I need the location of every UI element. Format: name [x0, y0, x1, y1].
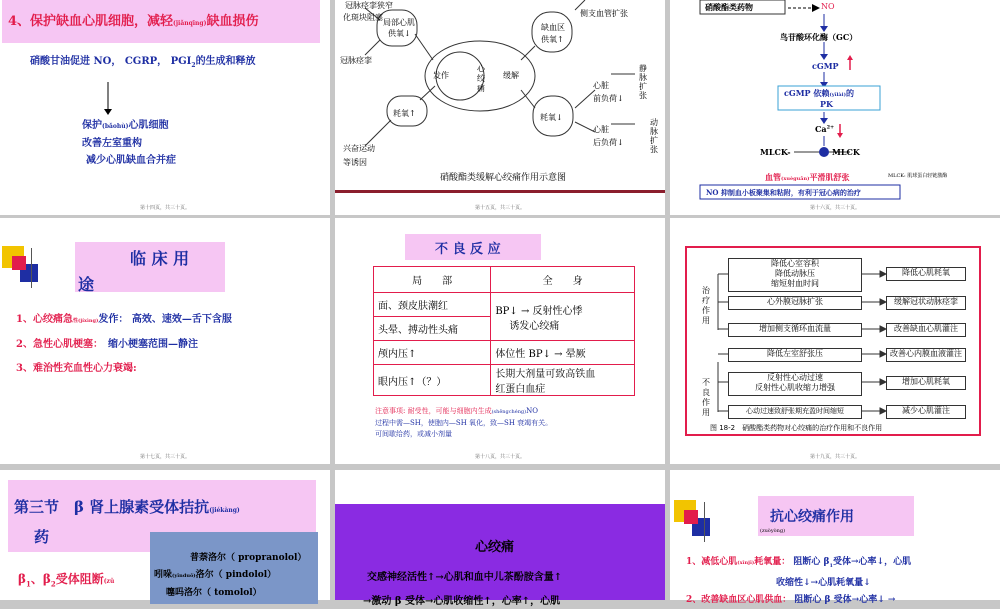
flow-result-box: 降低心肌耗氧	[886, 267, 966, 281]
diagram-label: 耗氧↑	[393, 109, 416, 118]
diagram-label: 侧支血管扩张	[580, 9, 628, 18]
flow-group-label: 不 良 作 用	[702, 378, 710, 417]
table-cell: 长期大剂量可致高铁血 红蛋白血症	[491, 365, 635, 396]
flowchart-connectors	[670, 218, 1000, 458]
slide-thumbnail-18[interactable]	[335, 218, 665, 464]
pathway-node-mlck-p: MLCK-	[760, 147, 791, 157]
pathway-outcome: 血管(xuèguǎn)平滑肌舒张	[765, 172, 850, 182]
diagram-label: 化斑块阻塞	[343, 13, 383, 22]
slide-text: 交感神经活性↑→心肌和血中儿茶酚胺含量↑	[367, 572, 563, 583]
flow-group-label: 治 疗 作 用	[702, 286, 710, 325]
diagram-caption: 硝酸酯类缓解心绞痛作用示意图	[440, 173, 567, 183]
decor-square-red	[684, 510, 698, 524]
diagram-label: 心脏	[593, 81, 609, 90]
pathway-node-pk: cGMP 依赖(yīlài)的	[784, 88, 854, 98]
drug-list: 普萘洛尔（ propranolol） 吲哚(yǐnduǒ)洛尔（ pindolol） 噻吗洛尔（ tomolol）	[154, 553, 307, 598]
slide-text: →激动 β 受体→心肌收缩性↑，心率↑，心肌	[363, 596, 561, 607]
table-cell: 体位性 BP↓ → 晕厥	[491, 341, 635, 365]
table-header-cell: 全 身	[491, 267, 635, 293]
slide-title-cont: 药	[34, 528, 50, 546]
table-header-cell: 局 部	[374, 267, 491, 293]
page-number: 第十六页，共三十页。	[809, 205, 860, 211]
page-number: 第十八页，共三十页。	[474, 454, 525, 460]
decor-vline	[31, 248, 32, 288]
flow-result-box: 增加心肌耗氧	[886, 376, 966, 390]
slide-thumbnail-20[interactable]	[0, 470, 330, 600]
slide-text: 硝酸甘油促进 NO， CGRP， $PGI_2$的生成和释放	[30, 56, 256, 69]
slide-heading: 4、保护缺血心肌细胞，减轻(jiǎnqīng)缺血损伤	[8, 14, 259, 29]
down-arrow-icon	[102, 82, 114, 116]
pathway-note: MLCK: 肌球蛋白轻链激酶	[888, 173, 948, 179]
flow-result-box: 减少心肌灌注	[886, 405, 966, 419]
slide-title-pinyin: (zuòyòng)	[760, 528, 786, 534]
slide-body-list: 1、心绞痛急性(jíxìng)发作： 高效、速效—舌下含服 2、急性心肌梗塞： 缩小梗塞范围—静注 3、难治性充血性心力衰竭:	[16, 314, 232, 374]
pathway-node-cgmp: cGMP	[812, 61, 839, 71]
diagram-label: 心脏	[593, 125, 609, 134]
flow-box: 反射性心动过速 反射性心肌收缩力增强	[728, 372, 862, 396]
decor-square-red	[12, 256, 26, 270]
decor-vline	[704, 502, 705, 542]
table-cell: 颅内压↑	[374, 341, 491, 365]
diagram-label: 前负荷↓	[593, 94, 624, 103]
slide-title: 第三节 β 肾上腺素受体拮抗(jiékàng)	[14, 498, 240, 516]
flow-box: 降低心室容积 降低动脉压 缩短射血时间	[728, 258, 862, 292]
slide-title: 临 床 用	[130, 249, 190, 268]
slide-title: 抗心绞痛作用	[770, 509, 854, 525]
diagram-label: 冠脉痉挛	[340, 56, 372, 65]
pathway-node-no: NO	[821, 2, 835, 11]
pathway-node-drug: 硝酸酯类药物	[705, 2, 753, 12]
slide-title: 心绞痛	[475, 540, 515, 555]
adverse-effects-table	[373, 266, 635, 396]
slide-subtitle: $\beta_1$、$\beta_2$受体阻断(zǔ	[18, 572, 115, 589]
diagram-label: 静脉扩张	[639, 64, 647, 100]
diagram-label: 动脉扩张	[650, 118, 658, 154]
pathway-node-mlck: MLCK	[832, 147, 860, 157]
pathway-summary: NO 抑制血小板聚集和粘附，有利于冠心病的治疗	[706, 188, 861, 197]
table-cell: 眼内压↑（？）	[374, 365, 491, 396]
flow-result-box: 改善心内膜血液灌注	[886, 348, 966, 362]
diagram-label: 后负荷↓	[593, 138, 624, 147]
slide-thumbnail-22[interactable]	[670, 470, 1000, 605]
page-number: 第十四页，共三十页。	[139, 205, 190, 211]
slide-body-list: 1、减低心肌(xīnjī)耗氧量： 阻断心 $\beta_1$受体→心率↓，心肌 收缩性↓→心肌耗氧量↓ 2、改善缺血区心肌供血： 阻断心 β 受体→心率↓ →	[686, 557, 912, 605]
table-cell: 面、颈皮肤潮红	[374, 293, 491, 317]
diagram-label: 冠脉痉挛狭窄	[345, 1, 393, 10]
diagram-label: 兴奋运动	[343, 144, 375, 153]
page-number: 第十七页，共三十页。	[139, 454, 190, 460]
page-number: 第十五页，共三十页。	[474, 205, 525, 211]
table-cell: BP↓ → 反射性心悸 诱发心绞痛	[491, 293, 635, 341]
page-number: 第十九页，共三十页。	[809, 454, 860, 460]
slide-body-list: 保护(bǎohù)心肌细胞 改善左室重构 减少心肌缺血合并症	[82, 120, 176, 166]
diagram-label: 供氧↑	[541, 35, 564, 44]
diagram-label: 缓解	[503, 71, 519, 80]
slide-thumbnail-19[interactable]	[670, 218, 1000, 464]
flow-result-box: 改善缺血心肌灌注	[886, 323, 966, 337]
slide-thumbnail-14[interactable]	[0, 0, 330, 215]
slide-title-cont: 途	[78, 275, 95, 294]
slide-note: 注意事项: 耐受性，可能与细胞内生成(shēngchéng)NO 过程中需—SH，使胞内—SH 氧化，致—SH 衰竭有关。 可间歇给药，或减小剂量	[375, 407, 553, 438]
diagram-label: 缺血区	[541, 23, 565, 32]
slide-thumbnail-15[interactable]	[335, 0, 665, 215]
diagram-label: 耗氧↓	[540, 113, 563, 122]
flow-box: 增加侧支循环血流量	[728, 323, 862, 337]
flow-result-box: 缓解冠状动脉痉挛	[886, 296, 966, 310]
diagram-label: 等诱因	[343, 158, 367, 167]
diagram-center-label: 心 绞 痛	[477, 64, 485, 93]
pathway-node-pk-label: PK	[820, 99, 833, 109]
flow-box: 心外膜冠脉扩张	[728, 296, 862, 310]
flow-box: 心动过速致舒张期充盈时间缩短	[728, 405, 862, 419]
pathway-node-gc: 鸟苷酸环化酶（GC）	[780, 32, 858, 42]
slide-title: 不 良 反 应	[435, 242, 501, 257]
pathway-node-ca: $Ca^{2+}$	[815, 124, 835, 134]
diagram-label: 发作	[433, 71, 449, 80]
flow-box: 降低左室舒张压	[728, 348, 862, 362]
table-cell: 头晕、搏动性头痛	[374, 317, 491, 341]
slide-thumbnail-16[interactable]	[670, 0, 1000, 215]
figure-caption: 图 18-2 硝酸酯类药物对心绞痛的治疗作用和不良作用	[710, 424, 883, 432]
diagram-label: 局部心肌	[383, 18, 415, 27]
slide-thumbnail-21[interactable]	[335, 470, 665, 607]
slide-thumbnail-17[interactable]	[0, 218, 330, 464]
diagram-label: 供氧↓	[388, 29, 411, 38]
